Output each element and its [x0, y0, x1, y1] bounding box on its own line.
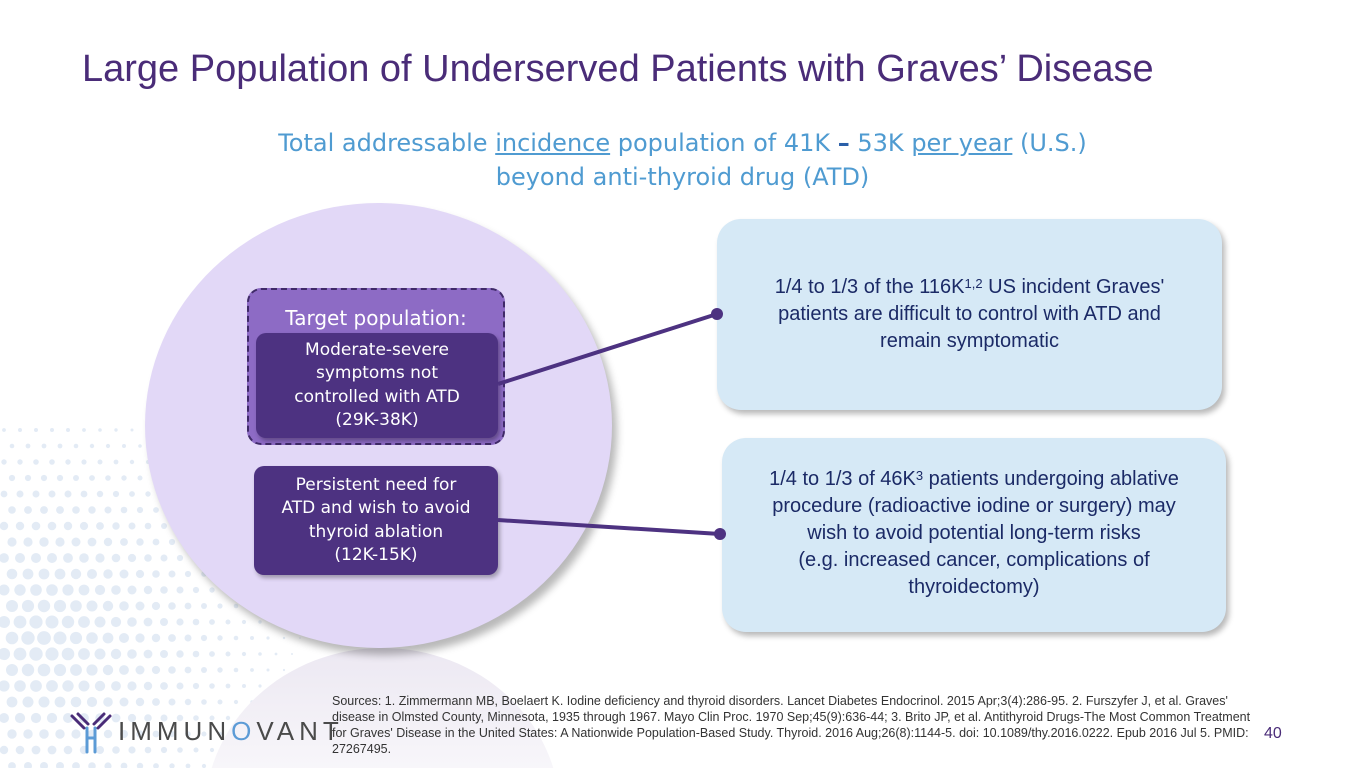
logo-text-o: O [231, 716, 257, 746]
decorative-dot [97, 491, 103, 497]
decorative-dot [0, 553, 9, 563]
decorative-dot [177, 555, 183, 561]
decorative-dot [121, 763, 128, 768]
decorative-dot [90, 444, 94, 448]
box1-line: controlled with ATD [294, 386, 460, 407]
decorative-dot [185, 571, 191, 577]
decorative-dot [14, 616, 27, 629]
decorative-dot [185, 603, 192, 610]
decorative-dot [299, 637, 301, 639]
decorative-dot [168, 666, 176, 674]
decorative-dot [78, 648, 90, 660]
info2-line3: wish to avoid potential long-term risks [807, 522, 1141, 544]
decorative-dot [112, 554, 121, 563]
logo-text-part: IMMUN [118, 716, 232, 746]
decorative-dot [144, 554, 152, 562]
decorative-dot [87, 569, 97, 579]
decorative-dot [23, 537, 32, 546]
info1-line3: remain symptomatic [880, 330, 1059, 352]
decorative-dot [177, 587, 184, 594]
decorative-dot [88, 538, 97, 547]
decorative-dot [250, 636, 254, 640]
decorative-dot [201, 603, 207, 609]
decorative-dot [55, 569, 66, 580]
decorative-dot [70, 632, 82, 644]
decorative-dot [136, 602, 145, 611]
info2-line4: (e.g. increased cancer, complications of [798, 549, 1150, 571]
decorative-dot [55, 729, 64, 738]
decorative-dot [103, 665, 113, 675]
decorative-dot [46, 680, 58, 692]
decorative-dot [283, 637, 285, 639]
decorative-dot [62, 648, 75, 661]
decorative-dot [121, 475, 126, 480]
decorative-dot [242, 620, 246, 624]
info1-text: 1/4 to 1/3 of the 116K [774, 276, 965, 298]
decorative-dot [14, 584, 25, 595]
decorative-dot [104, 762, 111, 768]
decorative-dot [31, 553, 41, 563]
decorative-dot [71, 569, 81, 579]
decorative-dot [39, 537, 48, 546]
decorative-dot [25, 475, 31, 481]
decorative-dot [87, 601, 98, 612]
decorative-dot [144, 618, 153, 627]
decorative-dot [15, 713, 25, 723]
decorative-dot [153, 763, 159, 768]
decorative-dot [152, 698, 160, 706]
decorative-dot [38, 600, 50, 612]
decorative-dot [62, 616, 74, 628]
decorative-dot [37, 631, 51, 645]
box1-line: (29K-38K) [335, 410, 419, 430]
decorative-dot [39, 569, 50, 580]
decorative-dot [138, 476, 143, 481]
decorative-dot [103, 633, 114, 644]
decorative-dot [114, 428, 117, 431]
decorative-dot [169, 763, 174, 768]
subtitle-text: (U.S.) [1012, 129, 1087, 157]
decorative-dot [152, 602, 160, 610]
decorative-dot [128, 554, 136, 562]
decorative-dot [40, 506, 48, 514]
decorative-dot [22, 600, 34, 612]
box2-line: thyroid ablation [308, 521, 444, 542]
decorative-dot [103, 697, 113, 707]
decorative-dot [122, 444, 126, 448]
decorative-dot [111, 617, 121, 627]
decorative-dot [112, 522, 119, 529]
decorative-dot [104, 538, 112, 546]
decorative-dot [136, 538, 143, 545]
info2-text: patients undergoing ablative [923, 468, 1179, 490]
decorative-dot [2, 428, 6, 432]
decorative-dot [138, 444, 142, 448]
box1-line: Moderate-severe [305, 339, 449, 360]
decorative-dot [193, 619, 200, 626]
decorative-dot [137, 763, 143, 768]
slide-title: Large Population of Underserved Patients with Graves’ Disease [82, 48, 1154, 90]
box2-line: ATD and wish to avoid [281, 498, 471, 518]
decorative-dot [130, 460, 134, 464]
decorative-dot [54, 664, 66, 676]
decorative-dot [6, 632, 19, 645]
decorative-dot [1, 459, 6, 464]
decorative-dot [17, 491, 24, 498]
decorative-dot [39, 729, 49, 739]
subtitle-text: population of 41K [610, 129, 838, 157]
info2-line2: procedure (radioactive iodine or surgery) may [772, 495, 1176, 517]
slide-subtitle [180, 126, 1185, 194]
decorative-dot [49, 491, 56, 498]
moderate-severe-box [256, 333, 498, 438]
decorative-dot [217, 635, 222, 640]
info1-superscript: 1,2 [964, 276, 983, 291]
decorative-dot [8, 506, 16, 514]
decorative-dot [88, 762, 96, 768]
decorative-dot [8, 762, 16, 768]
decorative-dot [111, 649, 121, 659]
decorative-dot [16, 522, 24, 530]
decorative-dot [119, 601, 129, 611]
decorative-dot [160, 650, 168, 658]
decorative-dot [33, 459, 39, 465]
decorative-dot [0, 713, 9, 723]
decorative-dot [185, 667, 192, 674]
decorative-dot [144, 586, 152, 594]
info2-superscript: 3 [915, 468, 924, 483]
decorative-dot [95, 649, 106, 660]
decorative-dot [17, 459, 22, 464]
decorative-dot [10, 444, 15, 449]
decorative-dot [6, 664, 18, 676]
decorative-dot [7, 729, 16, 738]
decorative-dot [127, 617, 137, 627]
info2-line5: thyroidectomy) [908, 576, 1040, 598]
decorative-dot [79, 553, 89, 563]
decorative-dot [266, 636, 269, 639]
decorative-dot [7, 537, 16, 546]
decorative-dot [176, 650, 183, 657]
decorative-dot [186, 764, 191, 768]
decorative-dot [26, 444, 31, 449]
decorative-dot [65, 491, 72, 498]
page-number: 40 [1264, 725, 1282, 742]
decorative-dot [144, 682, 152, 690]
decorative-dot [50, 428, 54, 432]
decorative-dot [0, 585, 10, 596]
decorative-dot [129, 523, 136, 530]
info-box-difficult-control [717, 219, 1222, 410]
decorative-dot [98, 460, 103, 465]
decorative-dot [193, 683, 199, 689]
decorative-dot [106, 444, 110, 448]
decorative-dot [31, 713, 41, 723]
decorative-dot [40, 762, 48, 768]
decorative-dot [56, 506, 64, 514]
decorative-dot [137, 507, 143, 513]
decorative-dot [16, 746, 25, 755]
decorative-dot [128, 586, 137, 595]
decorative-dot [160, 586, 168, 594]
decorative-dot [55, 537, 64, 546]
decorative-dot [153, 539, 160, 546]
decorative-dot [209, 619, 215, 625]
subtitle-line2: beyond anti-thyroid drug (ATD) [495, 163, 870, 191]
decorative-dot [9, 475, 15, 481]
decorative-dot [0, 648, 10, 660]
decorative-dot [160, 682, 168, 690]
decorative-dot [136, 666, 145, 675]
decorative-dot [57, 475, 63, 481]
decorative-dot [145, 523, 152, 530]
decorative-dot [41, 475, 47, 481]
decorative-dot [14, 680, 26, 692]
decorative-dot [145, 491, 150, 496]
subtitle-incidence: incidence [495, 129, 611, 157]
decorative-dot [168, 634, 176, 642]
decorative-dot [185, 635, 192, 642]
decorative-dot [23, 729, 32, 738]
decorative-dot [79, 681, 90, 692]
decorative-dot [55, 697, 66, 708]
decorative-dot [54, 632, 67, 645]
decorative-dot [95, 585, 105, 595]
box2-line: Persistent need for [295, 474, 457, 495]
decorative-dot [47, 553, 57, 563]
decorative-dot [79, 585, 90, 596]
decorative-dot [24, 762, 32, 768]
decorative-dot [0, 680, 10, 691]
box1-line: symptoms not [316, 363, 438, 383]
decorative-dot [185, 699, 191, 705]
decorative-dot [105, 507, 112, 514]
decorative-dot [258, 620, 261, 623]
decorative-dot [120, 570, 129, 579]
decorative-dot [15, 553, 25, 563]
decorative-dot [127, 681, 136, 690]
decorative-dot [95, 553, 104, 562]
decorative-dot [88, 506, 95, 513]
decorative-dot [193, 587, 199, 593]
decorative-dot [160, 618, 168, 626]
info-box-ablative-procedure [722, 438, 1226, 632]
decorative-dot [105, 475, 111, 481]
decorative-dot [32, 746, 41, 755]
decorative-dot [169, 539, 175, 545]
info1-line2: patients are difficult to control with ATD and [778, 303, 1161, 325]
decorative-dot [136, 698, 144, 706]
decorative-dot [62, 584, 73, 595]
decorative-dot [23, 697, 34, 708]
target-population-label: Target population: [285, 306, 467, 330]
decorative-dot [152, 634, 160, 642]
decorative-dot [86, 632, 98, 644]
decorative-dot [226, 620, 231, 625]
sources-footnote: Sources: 1. Zimmermann MB, Boelaert K. Iodine deficiency and thyroid disorders. Lancet Diabetes Endocrinol. 2015 Apr;3(4):286-95. 2. Furszyfer J, et al. Graves' disease in Olmsted County, Minnesota, 1935 through 1967. Mayo Clin Proc. 1970 Sep;45(9):636-44; 3. Brito JP, et al. Antithyroid Drugs-The Most Common Treatment for Graves' Disease in the United States: A Nationwide Population-Based Study. Thyroid. 2016 Aug;26(8):1144-5. doi: 10.1089/thy.2016.0222. Epub 2016 Jul 5. PMID: 27267495. [332, 694, 1251, 756]
info2-text: 1/4 to 1/3 of 46K [769, 468, 916, 490]
subtitle-text: Total addressable [278, 129, 496, 157]
decorative-dot [32, 522, 41, 531]
decorative-dot [29, 615, 42, 628]
decorative-dot [29, 647, 42, 660]
decorative-dot [7, 569, 18, 580]
decorative-dot [168, 602, 176, 610]
decorative-dot [127, 649, 137, 659]
decorative-dot [135, 633, 144, 642]
decorative-dot [120, 538, 128, 546]
decorative-dot [66, 428, 70, 432]
decorative-dot [201, 635, 207, 641]
decorative-dot [119, 665, 129, 675]
decorative-dot [80, 522, 88, 530]
decorative-dot [129, 491, 135, 497]
decorative-dot [131, 429, 134, 432]
decorative-dot [113, 491, 119, 497]
decorative-dot [39, 697, 50, 708]
decorative-dot [234, 636, 239, 641]
decorative-dot [45, 647, 58, 660]
decorative-dot [48, 746, 57, 755]
decorative-dot [18, 428, 22, 432]
decorative-dot [72, 506, 80, 514]
decorative-dot [111, 681, 121, 691]
decorative-dot [169, 571, 176, 578]
decorative-dot [161, 555, 168, 562]
decorative-dot [87, 697, 97, 707]
decorative-dot [71, 697, 82, 708]
decorative-dot [54, 600, 66, 612]
decorative-dot [103, 569, 112, 578]
decorative-dot [86, 664, 97, 675]
decorative-dot [62, 680, 73, 691]
decorative-dot [193, 651, 200, 658]
decorative-dot [47, 713, 57, 723]
decorative-dot [70, 664, 82, 676]
decorative-dot [177, 683, 184, 690]
decorative-dot [96, 522, 104, 530]
decorative-dot [30, 584, 42, 596]
info1-text: US incident Graves' [982, 276, 1165, 298]
decorative-dot [64, 522, 72, 530]
decorative-dot [56, 762, 64, 768]
decorative-dot [169, 699, 176, 706]
decorative-dot [48, 522, 57, 531]
decorative-dot [6, 600, 18, 612]
decorative-dot [161, 523, 167, 529]
decorative-dot [30, 680, 42, 692]
decorative-dot [33, 491, 40, 498]
decorative-dot [0, 616, 10, 628]
decorative-dot [1, 491, 8, 498]
decorative-dot [42, 444, 47, 449]
decorative-dot [111, 585, 121, 595]
decorative-dot [81, 459, 86, 464]
immunovant-wordmark [118, 716, 344, 747]
decorative-dot [63, 553, 73, 563]
decorative-dot [82, 428, 86, 432]
decorative-dot [234, 604, 239, 609]
decorative-dot [95, 617, 106, 628]
decorative-dot [22, 664, 34, 676]
decorative-dot [95, 681, 105, 691]
decorative-dot [176, 618, 183, 625]
box2-line: (12K-15K) [334, 545, 418, 565]
decorative-dot [74, 444, 79, 449]
decorative-dot [46, 616, 59, 629]
decorative-dot [70, 600, 82, 612]
decorative-dot [119, 633, 129, 643]
decorative-dot [58, 444, 63, 449]
decorative-dot [0, 522, 8, 530]
decorative-dot [0, 746, 8, 754]
decorative-dot [153, 507, 159, 513]
persistent-need-box [254, 466, 498, 575]
decorative-dot [38, 664, 51, 677]
decorative-dot [14, 648, 27, 661]
decorative-dot [144, 650, 153, 659]
decorative-dot [49, 459, 55, 465]
decorative-dot [209, 587, 214, 592]
decorative-dot [136, 570, 144, 578]
decorative-dot [46, 584, 58, 596]
decorative-dot [78, 616, 90, 628]
decorative-dot [121, 507, 128, 514]
decorative-dot [72, 538, 81, 547]
decorative-dot [72, 762, 80, 768]
subtitle-per-year: per year [911, 129, 1013, 157]
decorative-dot [73, 475, 79, 481]
decorative-dot [120, 698, 129, 707]
subtitle-text: 53K [849, 129, 912, 157]
decorative-dot [89, 475, 95, 481]
decorative-dot [34, 428, 38, 432]
decorative-dot [65, 459, 70, 464]
decorative-dot [152, 570, 160, 578]
decorative-dot [152, 666, 160, 674]
decorative-dot [114, 460, 119, 465]
decorative-dot [7, 697, 18, 708]
logo-text-part: VANT [256, 716, 344, 746]
decorative-dot [98, 428, 102, 432]
decorative-dot [23, 569, 34, 580]
decorative-dot [81, 491, 88, 498]
decorative-dot [217, 603, 222, 608]
decorative-dot [21, 631, 34, 644]
decorative-dot [24, 506, 32, 514]
subtitle-dash: – [837, 129, 850, 157]
decorative-dot [103, 601, 113, 611]
